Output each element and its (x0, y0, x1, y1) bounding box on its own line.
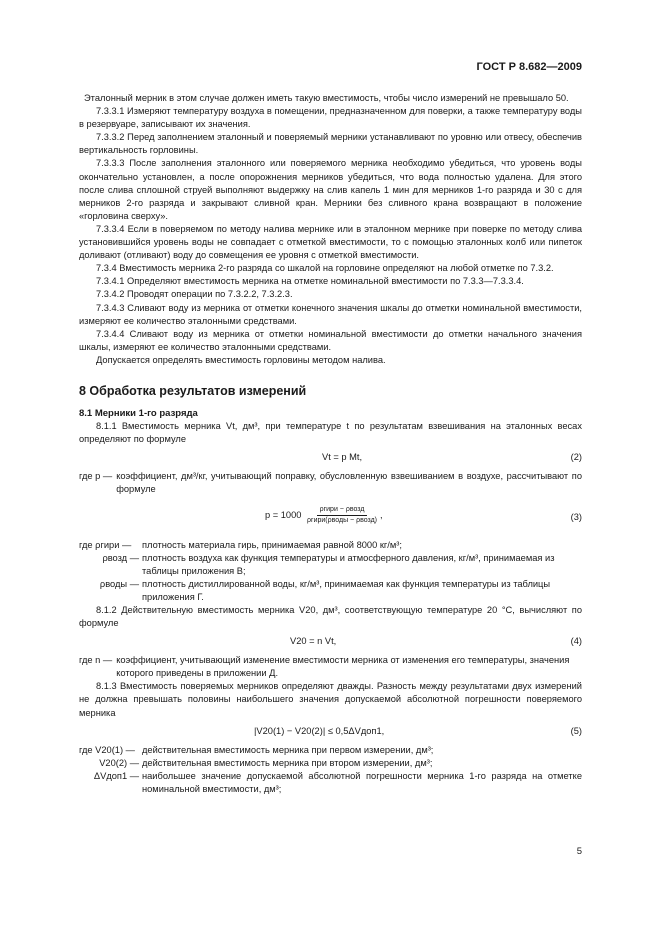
definition (79, 539, 582, 552)
fraction (304, 505, 380, 526)
document-body (79, 92, 582, 796)
formula-3 (79, 497, 582, 539)
formula-number: (5) (570, 725, 582, 736)
paragraph: 8.1.3 Вместимость поверяемых мерников определяют дважды. Разность между результатами двух измерений не должна превышать половины наибольшего значения допускаемой абсолютной погрешности поверяемого мерника (79, 681, 582, 718)
formula-4 (79, 630, 582, 654)
paragraph: Допускается определять вместимость горловины методом налива. (96, 354, 386, 365)
formula-expression: V20 = n Vt, (290, 636, 337, 647)
definition-text: действительная вместимость мерника при втором измерении, дм³; (142, 757, 433, 768)
paragraph: 7.3.3.1 Измеряют температуру воздуха в помещении, предназначенном для поверки, а также температуру воды в резервуаре, записывают их значения. (79, 106, 582, 130)
definition (79, 470, 582, 496)
formula-expression (265, 505, 383, 526)
definition (79, 744, 582, 757)
definition-text: плотность материала гирь, принимаемая равной 8000 кг/м³; (142, 539, 402, 550)
paragraph: Эталонный мерник в этом случае должен иметь такую вместимость, чтобы число измерений не превышало 50. (84, 93, 569, 103)
paragraph: 7.3.4.1 Определяют вместимость мерника на отметке номинальной вместимости по 7.3.3—7.3.3.4. (96, 276, 524, 287)
fraction-numerator: ρгири − ρвозд (317, 505, 368, 516)
definition-text: коэффициент, учитывающий изменение вместимости мерника от изменения его температуры, значения которого приведены в приложении Д. (116, 655, 570, 679)
definition-text: коэффициент, дм³/кг, учитывающий поправку, обусловленную взвешиванием в воздухе, рассчитывают по формуле (116, 471, 582, 495)
document-code: ГОСТ Р 8.682—2009 (476, 61, 582, 73)
definition (79, 770, 582, 796)
formula-2 (79, 446, 582, 470)
definition-term: где p — (79, 471, 113, 482)
paragraph: 7.3.3.3 После заполнения эталонного или поверяемого мерника необходимо убедиться, что уровень воды окончательно установлен, а после опорожнения мерников убедиться, что вода полностью удалена. Для этого после слива сплошной струей выполняют выдержку на слив капель 1 мин для мерников 1-го разряда и 30 с для мерников 2-го разряда и закрывают сливной кран. Мерники без сливного крана возвращают в положение «горловина сверху». (79, 158, 582, 221)
section-heading: 8 Обработка результатов измерений (79, 383, 307, 398)
definition-term: V20(2) — (99, 757, 139, 768)
formula-5 (79, 720, 582, 744)
definition-text: наибольшее значение допускаемой абсолютной погрешности мерника 1-го разряда на отметке номинальной вместимости, дм³; (142, 770, 582, 794)
subsection-heading: 8.1 Мерники 1-го разряда (79, 408, 198, 420)
formula-lhs: p = 1000 (265, 509, 302, 520)
paragraph: 7.3.4.3 Сливают воду из мерника от отметки конечного значения шкалы до отметки номинальной вместимости, измеряют ее количество эталонными средствами. (79, 302, 582, 326)
paragraph: 7.3.4 Вместимость мерника 2-го разряда со шкалой на горловине определяют на любой отметке по 7.3.2. (96, 263, 554, 274)
page-number: 5 (576, 846, 582, 857)
paragraph: 8.1.2 Действительную вместимость мерника V20, дм³, соответствующую температуре 20 °С, вычисляют по формуле (79, 605, 582, 629)
formula-number: (3) (570, 511, 582, 522)
definition-text: действительная вместимость мерника при первом измерении, дм³; (142, 744, 434, 755)
definition (79, 757, 582, 770)
definition-term: ρводы — (99, 578, 139, 589)
formula-number: (2) (570, 452, 582, 463)
definition-term: где n — (79, 655, 113, 666)
paragraph: 8.1.1 Вместимость мерника Vt, дм³, при температуре t по результатам взвешивания на эталонных весах определяют по формуле (79, 421, 582, 445)
definition (79, 578, 582, 604)
paragraph: 7.3.3.2 Перед заполнением эталонный и поверяемый мерники устанавливают по уровню или отвесу, обеспечив вертикальность горловины. (79, 132, 582, 156)
paragraph: 7.3.3.4 Если в поверяемом по методу налива мернике или в эталонном мернике при поверке по методу слива установившийся уровень воды не совпадает с отметкой вместимости, то с помощью эталонных колб или пипеток доливают (отливают) воду до совмещения ее уровня с отметкой вместимости. (79, 223, 582, 261)
formula-expression: |V20(1) − V20(2)| ≤ 0,5ΔVдоп1, (254, 725, 385, 736)
fraction-denominator: ρгири(ρводы − ρвозд) (307, 516, 377, 524)
paragraph: 7.3.4.4 Сливают воду из мерника от отметки номинальной вместимости до отметки начального значения шкалы, измеряют ее количество эталонными средствами. (79, 328, 582, 352)
definition-term: ΔVдоп1 — (93, 770, 139, 781)
formula-expression: Vt = p Mt, (322, 452, 363, 463)
definition-term: ρвозд — (102, 552, 139, 563)
definition (79, 552, 582, 578)
formula-number: (4) (570, 636, 582, 647)
definition-text: плотность дистиллированной воды, кг/м³, принимаемая как функция температуры из таблицы приложения Г. (142, 578, 551, 602)
paragraph: 7.3.4.2 Проводят операции по 7.3.2.2, 7.3.2.3. (96, 289, 293, 300)
formula-tail: , (380, 509, 383, 520)
definition (79, 654, 582, 680)
definition-text: плотность воздуха как функция температуры и атмосферного давления, кг/м³, принимаемая из таблицы приложения В; (142, 552, 555, 576)
definition-term: где ρгири — (79, 539, 132, 550)
definition-term: где V20(1) — (79, 744, 135, 755)
